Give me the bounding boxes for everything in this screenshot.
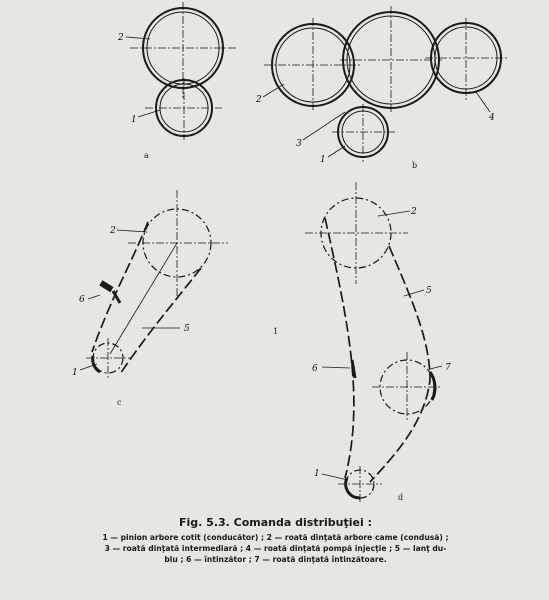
panel-d-sublabel: d <box>398 493 404 502</box>
panel-d-chain-left <box>325 218 354 478</box>
caption-legend <box>18 532 533 565</box>
panel-a <box>117 2 236 160</box>
panel-c-gear-1 <box>86 338 130 378</box>
figure-caption <box>18 516 533 565</box>
panel-c-sublabel: c <box>117 398 122 407</box>
label-gear-2: 2 <box>256 95 262 105</box>
panel-b-gear-3 <box>340 6 442 114</box>
panel-b-sublabel: b <box>412 161 418 170</box>
leader-line <box>328 146 345 157</box>
label-tensioner: 6 <box>312 364 318 374</box>
panel-d-gear-2 <box>305 182 408 284</box>
legend-line: 3 — roată dinţată intermediară ; 4 — roată dinţată pompă injecţie ; 5 — lanţ du- <box>104 544 447 553</box>
label-chain: 5 <box>426 286 432 296</box>
legend-line: 1 — pinion arbore cotit (conducător) ; 2 — roată dinţată arbore came (condusă) ; <box>102 533 449 542</box>
panel-c-gear-2 <box>128 190 228 296</box>
panel-b-gear-1 <box>332 104 395 162</box>
leader-line <box>476 92 490 112</box>
caption-title: Fig. 5.3. Comanda distribuţiei : <box>179 516 372 529</box>
panel-b <box>255 6 508 170</box>
label-gear-3: 3 <box>296 139 302 149</box>
center-line <box>110 243 177 354</box>
leader-line <box>430 366 442 369</box>
label-gear-2: 2 <box>118 33 124 43</box>
leader-line <box>378 211 410 216</box>
label-gear-7: 7 <box>445 363 451 373</box>
panel-a-sublabel: a <box>144 151 149 160</box>
leader-line <box>322 474 348 480</box>
panel-b-gear-4 <box>425 18 508 100</box>
label-gear-1: 1 <box>72 368 78 378</box>
leader-line <box>117 230 147 232</box>
leader-line <box>322 367 350 368</box>
panel-c-chain-left <box>92 222 148 352</box>
leader-line <box>126 37 150 39</box>
label-tensioner: 6 <box>79 295 85 305</box>
panel-c <box>72 190 228 407</box>
legend-line: blu ; 6 — întinzător ; 7 — roată dinţată întinzătoare. <box>164 555 387 564</box>
leader-line <box>88 295 100 299</box>
label-gear-4: 4 <box>489 113 495 123</box>
panel-c-chain-right <box>120 268 201 374</box>
label-chain: 5 <box>184 324 190 334</box>
label-gear-1: 1 <box>131 115 137 125</box>
panel-d-gear-1 <box>338 466 382 502</box>
panel-d <box>305 182 451 502</box>
label-gear-1: 1 <box>320 155 326 165</box>
label-gear-2: 2 <box>110 226 116 236</box>
label-gear-1: 1 <box>314 469 320 479</box>
panel-d-gear-7 <box>372 352 442 422</box>
margin-mark: 1 <box>273 327 279 336</box>
label-gear-2: 2 <box>411 207 417 217</box>
